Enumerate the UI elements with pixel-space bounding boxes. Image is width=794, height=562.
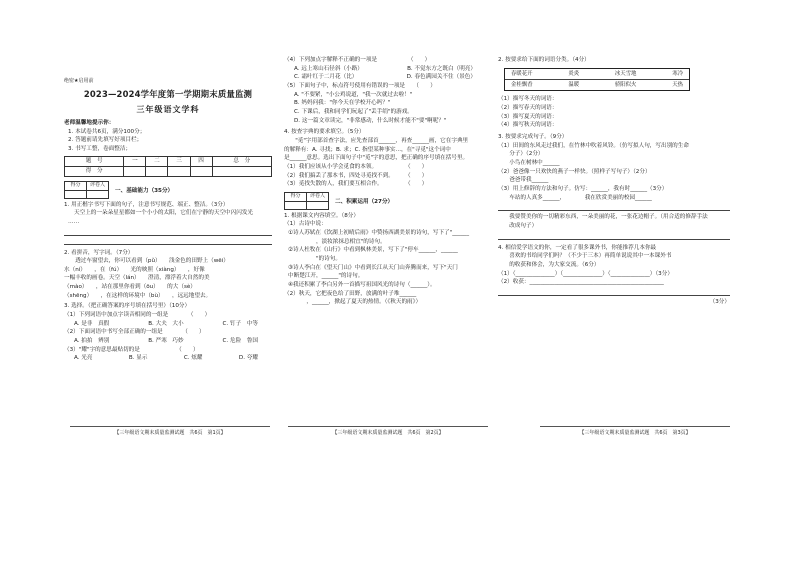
points-label: （3分） xyxy=(709,298,730,305)
option[interactable]: B. 大夫 大小 xyxy=(148,320,184,327)
fill-line: （2）秋天，它把夜色给了田野，放满的叶子堆______ xyxy=(284,290,417,297)
grader-label: 评卷人 xyxy=(87,181,109,190)
dictionary-item: （2）我们搞丢了那本书，四处寻觅找不到。 （ ） xyxy=(284,172,428,179)
option[interactable]: D. 夸耀 xyxy=(238,355,258,362)
question-4: 4. 按查字典的要求填空。（5分） xyxy=(284,129,365,136)
question-2: 2. 看拼音，写字词。（7分） xyxy=(64,249,134,256)
score-header: 一 xyxy=(124,156,146,166)
score-header: 二 xyxy=(146,156,168,166)
word: 骄阳似火 xyxy=(614,82,637,89)
options-row xyxy=(284,65,490,74)
pinyin-line: 透过车窗望去，你可以看到（pǔ） 浅金色的田野上（wēi） xyxy=(64,258,229,265)
fill-line: 中断楚江开，______"的诗句。 xyxy=(288,273,364,280)
pinyin-line: （mào） ，站在那里你看到（ōu） 的大（sè） xyxy=(64,284,205,291)
score-cell[interactable] xyxy=(190,166,212,176)
option[interactable]: A. 是非 真假 xyxy=(74,320,110,327)
answer-line[interactable]: 爸爸带我______ xyxy=(498,177,549,184)
word: 春暖花开 xyxy=(511,70,533,77)
fill-line: ④我还积累了李白另外一首描写祖国风光的诗句（______）。 xyxy=(288,281,436,288)
fill-line: "的诗句。 xyxy=(288,255,341,262)
copy-text: 天空上的一朵朵星星都如一个小小的太阳，它们在宁静的天空中闪闪发光 xyxy=(74,210,254,217)
notes-title: 老师温馨地提示你： xyxy=(64,120,115,127)
options-row xyxy=(64,337,272,346)
options-row xyxy=(64,354,272,363)
dictionary-item: （1）我们应该从小学会觅食的本领。 （ ） xyxy=(284,163,428,170)
fill-line: ②诗人杜牧在《山行》中看到枫林美景，写下了"停车______，______ xyxy=(288,247,458,254)
score-header: 题 号 xyxy=(65,156,124,166)
fill-line: ，淡妆浓抹总相宜"的诗句。 xyxy=(288,238,386,245)
question-8-cont: 喜欢的书给同学们吗？（不少于三本）再简单说说其中一本课外书 xyxy=(498,253,672,260)
question-8-cont: 的收获和体会，为大家交流。（6分） xyxy=(498,261,600,268)
grader-cell[interactable] xyxy=(285,201,307,209)
option[interactable]: B. 显示 xyxy=(128,355,148,362)
fill-line: ，______，掀起了夏天的热情。（《秋天的雨》） xyxy=(284,299,422,306)
score-label: 得 分 xyxy=(65,166,124,176)
word: 炎炎 xyxy=(568,70,580,77)
dictionary-text: "觅"字用部首查字法，应先查部首______，再查______画，它在字典里 xyxy=(284,137,469,144)
word: 寒冷 xyxy=(672,70,683,77)
sub-question: （4）下列加点字解释不正确的一项是 （ ） xyxy=(284,57,431,63)
option[interactable]: B. 不觉东方之既白（明亮） xyxy=(407,65,476,72)
sub-question-cont: 分子）（2分） xyxy=(498,151,544,158)
pinyin-line: 水（ní） ，在（fú） 光的映照（xiàng） ，好像 xyxy=(64,266,205,273)
answer-line[interactable]: 车站的人真多______， 我在欣赏美丽的校园______ xyxy=(498,194,652,201)
sub-question: （3）"耀"字的意思最贴切的是 （ ） xyxy=(64,346,199,353)
score-cell[interactable] xyxy=(146,166,168,176)
dictionary-item: （3）觅找失散的人，我们要互相合作。 （ ） xyxy=(284,181,428,188)
fill-line: ①诗人苏轼在《饮湖上初晴后雨》中赞扬西湖美景的诗句，写下了"______ xyxy=(288,229,469,236)
page-footer-3: 【三年级语文期末质量监测试题 共6页 第3页】 xyxy=(540,426,730,436)
pinyin-line: （shēng） ，在这样的环境中（bù） ，远远地望去。 xyxy=(64,292,212,299)
word-row xyxy=(505,69,689,79)
word: 天热 xyxy=(672,82,683,89)
sub-question: （1）古诗中说： xyxy=(284,221,327,228)
sub-question: 我要赞美你的一切精彩东西，一朵美丽的花，一张花边帽子。（用合适的修辞手法 xyxy=(498,214,708,221)
score-header: 四 xyxy=(190,156,212,166)
grader-cell[interactable] xyxy=(307,201,329,209)
exam-title: 2023—2024学年度第一学期期末质量监测 xyxy=(83,88,253,99)
sub-question-cont: 改成句子） xyxy=(498,222,538,229)
answer-line[interactable] xyxy=(64,238,272,245)
classify-item: （1）描写冬天的词语： xyxy=(498,96,558,103)
question-1: 1. 用正楷字书写下面的句子，注意书写规范、端正、整洁。（3分） xyxy=(64,201,229,208)
note-item: 2. 答题前请先填写好项目栏； xyxy=(68,137,143,144)
exam-subtitle: 三年级语文学科 xyxy=(136,104,200,114)
page-footer-2: 【三年级语文期末质量监测试题 共6页 第2页】 xyxy=(288,426,488,436)
question-8: 4. 相信爱学语文的你，一定看了很多课外书，你能推荐几本你最 xyxy=(498,244,657,251)
classify-item: （2）描写春天的词语： xyxy=(498,105,558,112)
word: 温暖 xyxy=(568,82,580,89)
word: 金桂飘香 xyxy=(511,82,533,89)
section-title: 二、积累运用（27分） xyxy=(335,198,394,205)
grader-label: 得分 xyxy=(65,181,87,190)
word-box xyxy=(504,68,690,92)
option[interactable]: C. 钉子 中等 xyxy=(222,320,258,327)
classify-item: （3）描写夏天的词语： xyxy=(498,113,558,120)
option[interactable]: C. 霜叶红于二月花（比） xyxy=(294,74,358,81)
grader-box xyxy=(284,192,329,210)
section-title: 一、基础能力（35分） xyxy=(115,187,174,194)
answer-line[interactable] xyxy=(498,204,730,211)
option[interactable]: D. 这一篇文章读完，"非常感动，什么时候才能不"要"啊呢？" xyxy=(294,117,447,124)
score-header: 三 xyxy=(168,156,190,166)
score-header: 总 分 xyxy=(212,156,271,166)
table-row xyxy=(65,166,272,176)
option[interactable]: C. 炫耀 xyxy=(183,355,203,362)
sub-question: （2）爸爸像一只欢快的燕子一样快。（照样子写句子）（2分） xyxy=(498,168,651,175)
score-cell[interactable] xyxy=(124,166,146,176)
option[interactable]: A. 远上寒山石径斜（小路） xyxy=(294,65,363,72)
sub-question: （2）下面词语中书写全部正确的一组是 （ ） xyxy=(64,329,205,336)
question-6: 2. 按要求给下面的词语分类。（4分） xyxy=(498,57,590,63)
word-row xyxy=(505,79,689,90)
option[interactable]: D. 春色满园关不住（景色） xyxy=(406,74,476,81)
grader-label: 评卷人 xyxy=(307,192,329,201)
word: 冰天雪地 xyxy=(614,70,637,77)
copy-text-cont: …… xyxy=(68,218,80,225)
score-cell[interactable] xyxy=(168,166,190,176)
option[interactable]: A. "不要紧，"小公鸡说道，"我一次就过去啦！" xyxy=(294,91,413,98)
grader-box xyxy=(64,181,109,199)
grader-cell[interactable] xyxy=(65,190,87,198)
note-item: 3. 书写工整，卷面整洁； xyxy=(68,146,132,153)
pinyin-line: 一幅丰收的画卷。天空（lán） 澄清，漂浮着大自然的美 xyxy=(64,275,210,282)
exam-page-1 xyxy=(64,56,272,424)
harvest-line[interactable]: （2）收获：________________________________________________ xyxy=(498,279,664,286)
dictionary-text: 是______意思。选出下面句子中"觅"字的意思，把正确的序号填在括号里。 xyxy=(284,155,469,162)
secret-label: 绝密★启用前 xyxy=(64,78,94,84)
sub-question: （3）用上修辞的方法和句子。仿写：______，我有时______（3分） xyxy=(498,185,668,192)
sub-question: （5）下面句子中，标点符号使用有错误的一项是 （ ） xyxy=(284,82,436,89)
classify-item: （4）描写秋天的词语： xyxy=(498,122,558,129)
table-row xyxy=(65,156,272,166)
option[interactable]: C. 危险 鲁国 xyxy=(222,338,258,345)
option[interactable]: A. 拍拍 辨别 xyxy=(74,338,110,345)
question-7: 3. 按要求完成句子。（9分） xyxy=(498,134,568,141)
grader-label: 得分 xyxy=(285,192,307,201)
section-header xyxy=(284,192,490,210)
grader-cell[interactable] xyxy=(87,190,109,198)
exam-page-3 xyxy=(498,56,730,424)
note-item: 1. 本试卷共6页，满分100分； xyxy=(68,128,146,135)
answer-line[interactable] xyxy=(498,233,730,240)
answer-line[interactable] xyxy=(64,229,272,236)
fill-line: ③诗人李白在《望天门山》中看到长江从天门山奔腾而来，写下"天门 xyxy=(288,264,458,271)
option[interactable]: B. 妈妈问我："你今天在学校开心吗？" xyxy=(294,100,391,107)
answer-line[interactable]: 小鸟在树林中______ xyxy=(498,160,560,166)
book-list-line[interactable]: （1）（______________）（______________）（______________）（3分） xyxy=(498,270,673,277)
options-row xyxy=(284,73,490,82)
section-header xyxy=(64,181,272,199)
score-table xyxy=(64,156,272,177)
sub-question: （1）下列词语中加点字读音相同的一组是 （ ） xyxy=(64,312,211,319)
answer-line[interactable] xyxy=(498,289,730,296)
dictionary-text: 的解释有：A. 寻找；B. 求；C. 指望某种事实...，在"寻觅"这个词中 xyxy=(284,146,451,153)
option[interactable]: C. 下课后，我和同学们玩起了"丢手绢"的游戏。 xyxy=(294,108,413,115)
option[interactable]: B. 严寒 巧妙 xyxy=(148,338,184,345)
score-cell[interactable] xyxy=(212,166,271,176)
option[interactable]: A. 光亮 xyxy=(74,355,93,362)
exam-page-2 xyxy=(284,56,490,424)
options-row xyxy=(64,320,272,329)
page-footer-1: 【三年级语文期末质量监测试题 共6页 第1页】 xyxy=(70,426,270,436)
question-5: 1. 根据课文内容填空。（8分） xyxy=(284,212,359,219)
question-3: 3. 选择。（把正确答案的序号填在括号里）（10分） xyxy=(64,303,191,310)
sub-question: （1）田间的东风走过我们，在竹林中吹着风铃。（仿写拟人句，写出别的生命 xyxy=(498,142,689,149)
